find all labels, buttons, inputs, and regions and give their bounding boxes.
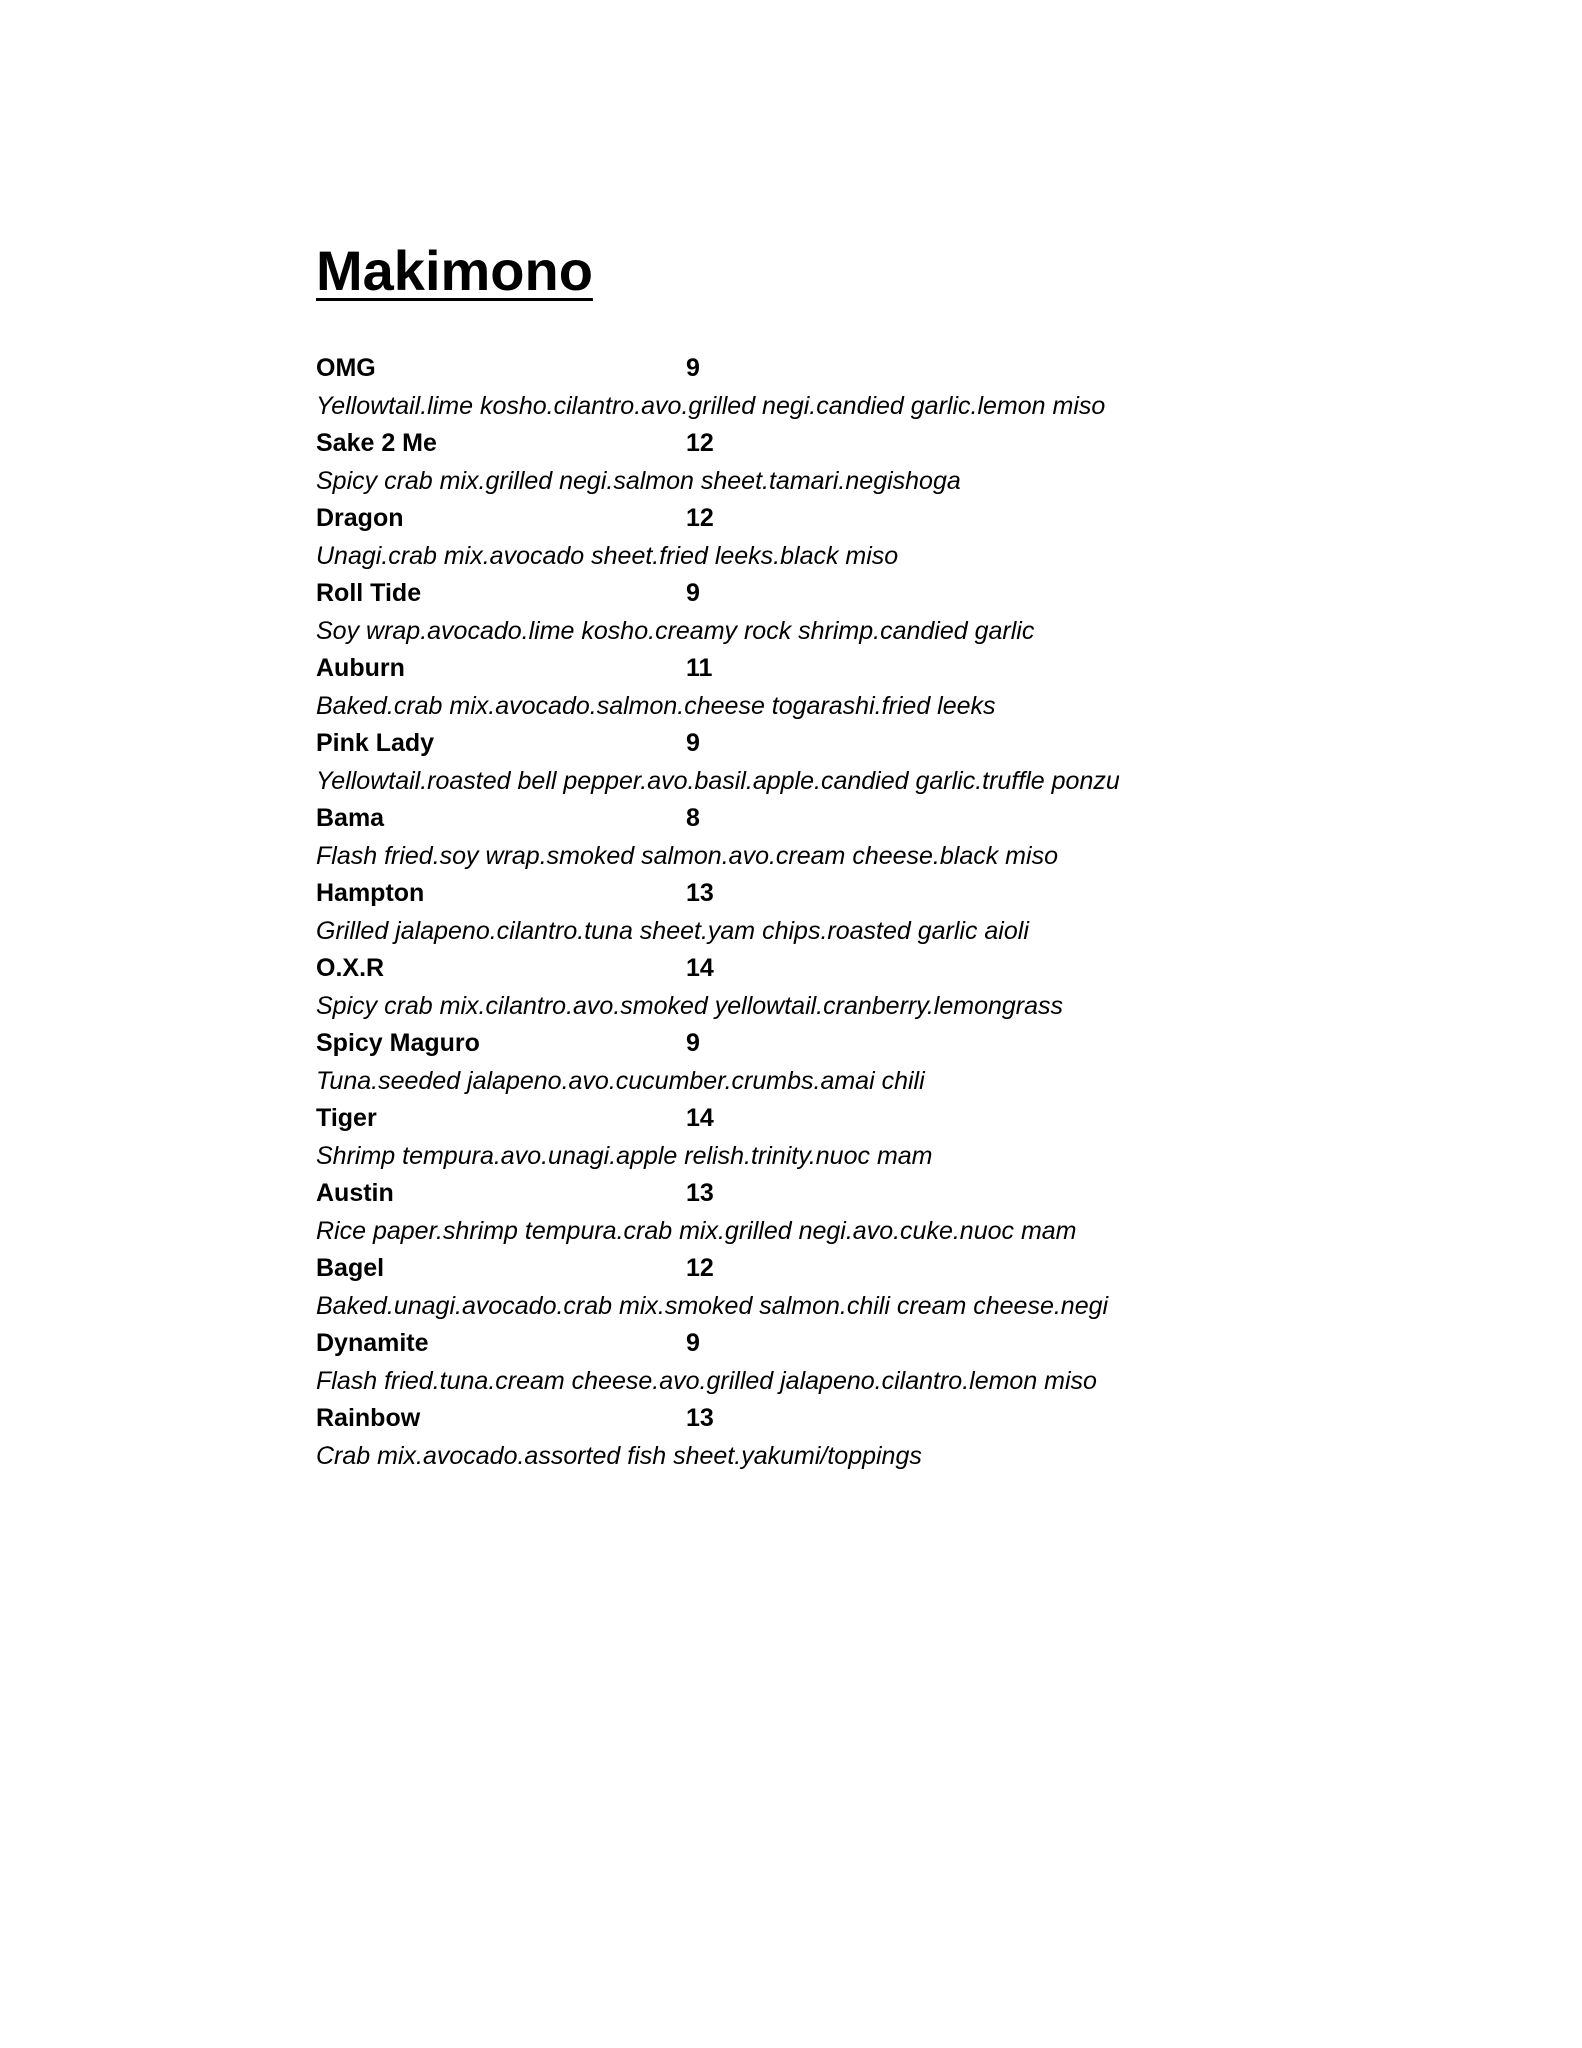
menu-item-name: OMG <box>316 354 376 382</box>
menu-item-header <box>316 875 1366 912</box>
menu-item-price: 12 <box>686 429 714 457</box>
menu-item-header <box>316 725 1366 762</box>
menu-item-price: 14 <box>686 1104 714 1132</box>
menu-item-price: 13 <box>686 879 714 907</box>
menu-item-name: Bagel <box>316 1254 385 1282</box>
menu-item-header <box>316 350 1366 387</box>
menu-item <box>316 1175 1366 1250</box>
menu-item-header <box>316 800 1366 837</box>
menu-item <box>316 575 1366 650</box>
menu-title: Makimono <box>316 239 593 302</box>
menu-item-description: Spicy crab mix.cilantro.avo.smoked yellowtail.cranberry.lemongrass <box>316 992 1064 1020</box>
menu-items-list <box>316 350 1366 1475</box>
menu-item-description: Tuna.seeded jalapeno.avo.cucumber.crumbs.amai chili <box>316 1067 925 1095</box>
menu-item-name: O.X.R <box>316 954 385 982</box>
menu-item-description: Yellowtail.lime kosho.cilantro.avo.grilled negi.candied garlic.lemon miso <box>316 392 1106 420</box>
menu-item-description: Flash fried.soy wrap.smoked salmon.avo.cream cheese.black miso <box>316 842 1058 870</box>
menu-item-header <box>316 575 1366 612</box>
menu-item-header <box>316 950 1366 987</box>
menu-item-description: Baked.crab mix.avocado.salmon.cheese togarashi.fried leeks <box>316 692 996 720</box>
menu-item-name: Sake 2 Me <box>316 429 437 457</box>
menu-item-price: 9 <box>686 354 700 382</box>
menu-item-name: Roll Tide <box>316 579 422 607</box>
menu-item-name: Austin <box>316 1179 394 1207</box>
menu-item-description: Soy wrap.avocado.lime kosho.creamy rock shrimp.candied garlic <box>316 617 1035 645</box>
menu-item <box>316 1025 1366 1100</box>
menu-item-header <box>316 1100 1366 1137</box>
menu-item-price: 12 <box>686 504 714 532</box>
menu-item <box>316 875 1366 950</box>
menu-item-name: Tiger <box>316 1104 377 1132</box>
menu-item-price: 13 <box>686 1404 714 1432</box>
menu-item-header <box>316 1325 1366 1362</box>
menu-item-price: 9 <box>686 1329 700 1357</box>
menu-item-header <box>316 1175 1366 1212</box>
menu-item-price: 14 <box>686 954 714 982</box>
menu-item-price: 9 <box>686 1029 700 1057</box>
menu-item-header <box>316 650 1366 687</box>
menu-item <box>316 1400 1366 1475</box>
menu-item-description: Crab mix.avocado.assorted fish sheet.yakumi/toppings <box>316 1442 922 1470</box>
menu-item <box>316 1250 1366 1325</box>
menu-item <box>316 800 1366 875</box>
menu-item-description: Yellowtail.roasted bell pepper.avo.basil.apple.candied garlic.truffle ponzu <box>316 767 1120 795</box>
menu-item-name: Pink Lady <box>316 729 435 757</box>
menu-item-price: 12 <box>686 1254 714 1282</box>
menu-item-price: 9 <box>686 579 700 607</box>
menu-item-header <box>316 1025 1366 1062</box>
menu-item-description: Unagi.crab mix.avocado sheet.fried leeks.black miso <box>316 542 899 570</box>
menu-item-name: Auburn <box>316 654 405 682</box>
makimono-menu <box>316 238 1366 1470</box>
menu-item-price: 9 <box>686 729 700 757</box>
menu-item-price: 13 <box>686 1179 714 1207</box>
menu-item-header <box>316 425 1366 462</box>
menu-item-name: Bama <box>316 804 385 832</box>
menu-item-price: 8 <box>686 804 700 832</box>
menu-item-name: Dragon <box>316 504 404 532</box>
menu-item <box>316 725 1366 800</box>
menu-item-description: Grilled jalapeno.cilantro.tuna sheet.yam chips.roasted garlic aioli <box>316 917 1029 945</box>
menu-item-description: Shrimp tempura.avo.unagi.apple relish.trinity.nuoc mam <box>316 1142 933 1170</box>
menu-item <box>316 500 1366 575</box>
menu-item-name: Spicy Maguro <box>316 1029 480 1057</box>
menu-item <box>316 1100 1366 1175</box>
menu-item-description: Baked.unagi.avocado.crab mix.smoked salmon.chili cream cheese.negi <box>316 1292 1109 1320</box>
menu-item-description: Flash fried.tuna.cream cheese.avo.grilled jalapeno.cilantro.lemon miso <box>316 1367 1097 1395</box>
menu-item-header <box>316 1400 1366 1437</box>
menu-item <box>316 350 1366 425</box>
menu-item-description: Rice paper.shrimp tempura.crab mix.grilled negi.avo.cuke.nuoc mam <box>316 1217 1077 1245</box>
menu-item-header <box>316 1250 1366 1287</box>
menu-item <box>316 1325 1366 1400</box>
menu-item <box>316 425 1366 500</box>
menu-item-price: 11 <box>686 654 713 682</box>
menu-item <box>316 650 1366 725</box>
menu-item <box>316 950 1366 1025</box>
menu-item-name: Dynamite <box>316 1329 429 1357</box>
menu-item-name: Hampton <box>316 879 425 907</box>
menu-item-description: Spicy crab mix.grilled negi.salmon sheet.tamari.negishoga <box>316 467 961 495</box>
menu-item-name: Rainbow <box>316 1404 421 1432</box>
menu-item-header <box>316 500 1366 537</box>
